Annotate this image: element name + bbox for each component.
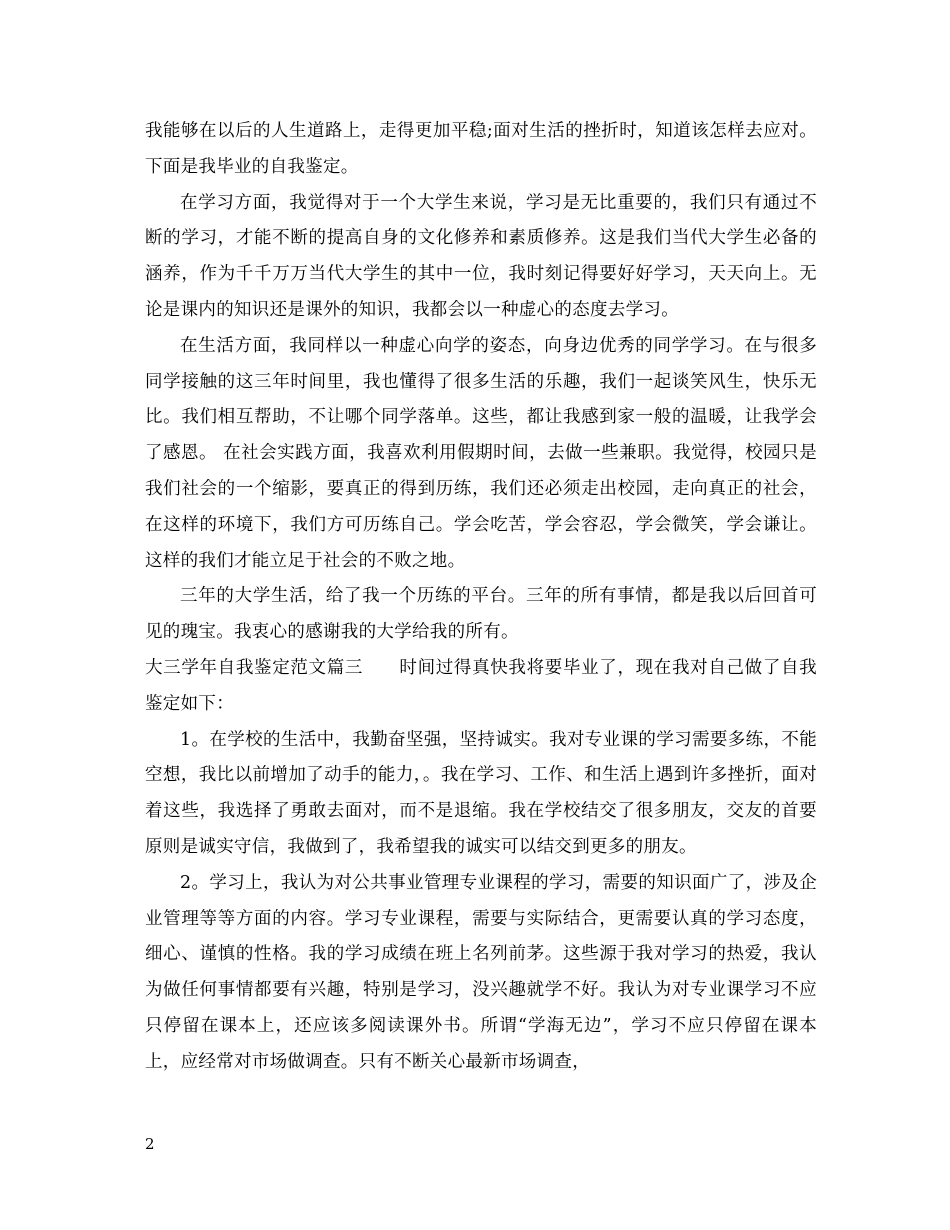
paragraph-3: 在生活方面，我同样以一种虚心向学的姿态，向身边优秀的同学学习。在与很多同学接触的这三年时间里，我也懂得了很多生活的乐趣，我们一起谈笑风生，快乐无比。我们相互帮助，不让哪个同学落单。这些，都让我感到家一般的温暖，让我学会了感恩。 在社会实践方面，我喜欢利用假期时间，去做一些兼职。我觉得，校园只是我们社会的一个缩影，要真正的得到历练，我们还必须走出校园，走向真正的社会，在这样的环境下，我们方可历练自己。学会吃苦，学会容忍，学会微笑，学会谦让。这样的我们才能立足于社会的不败之地。: [145, 335, 817, 571]
paragraph-item-2: 2。学习上，我认为对公共事业管理专业课程的学习，需要的知识面广了，涉及企业管理等等方面的内容。学习专业课程，需要与实际结合，更需要认真的学习态度，细心、谨慎的性格。我的学习成绩在班上名列前茅。这些源于我对学习的热爱，我认为做任何事情都要有兴趣，特别是学习，没兴趣就学不好。我认为对专业课学习不应只停留在课本上，还应该多阅读课外书。所谓“学海无边”，学习不应只停留在课本上，应经常对市场做调查。只有不断关心最新市场调查，: [145, 872, 817, 1072]
page-number: 2: [145, 1135, 155, 1153]
paragraph-1: 我能够在以后的人生道路上，走得更加平稳;面对生活的挫折时，知道该怎样去应对。下面是我毕业的自我鉴定。: [145, 121, 817, 177]
paragraph-item-1: 1。在学校的生活中，我勤奋坚强，坚持诚实。我对专业课的学习需要多练，不能空想，我比以前增加了动手的能力，。我在学习、工作、和生活上遇到许多挫折，面对着这些，我选择了勇敢去面对，而不是退缩。我在学校结交了很多朋友，交友的首要原则是诚实守信，我做到了，我希望我的诚实可以结交到更多的朋友。: [145, 729, 817, 857]
section-heading-paragraph: 大三学年自我鉴定范文篇三 时间过得真快我将要毕业了，现在我对自己做了自我鉴定如下：: [145, 657, 817, 714]
paragraph-2: 在学习方面，我觉得对于一个大学生来说，学习是无比重要的，我们只有通过不断的学习，才能不断的提高自身的文化修养和素质修养。这是我们当代大学生必备的涵养，作为千千万万当代大学生的其中一位，我时刻记得要好好学习，天天向上。无论是课内的知识还是课外的知识，我都会以一种虚心的态度去学习。: [145, 192, 817, 320]
paragraph-4: 三年的大学生活，给了我一个历练的平台。三年的所有事情，都是我以后回首可见的瑰宝。我衷心的感谢我的大学给我的所有。: [145, 586, 817, 643]
document-body: [145, 114, 817, 1081]
